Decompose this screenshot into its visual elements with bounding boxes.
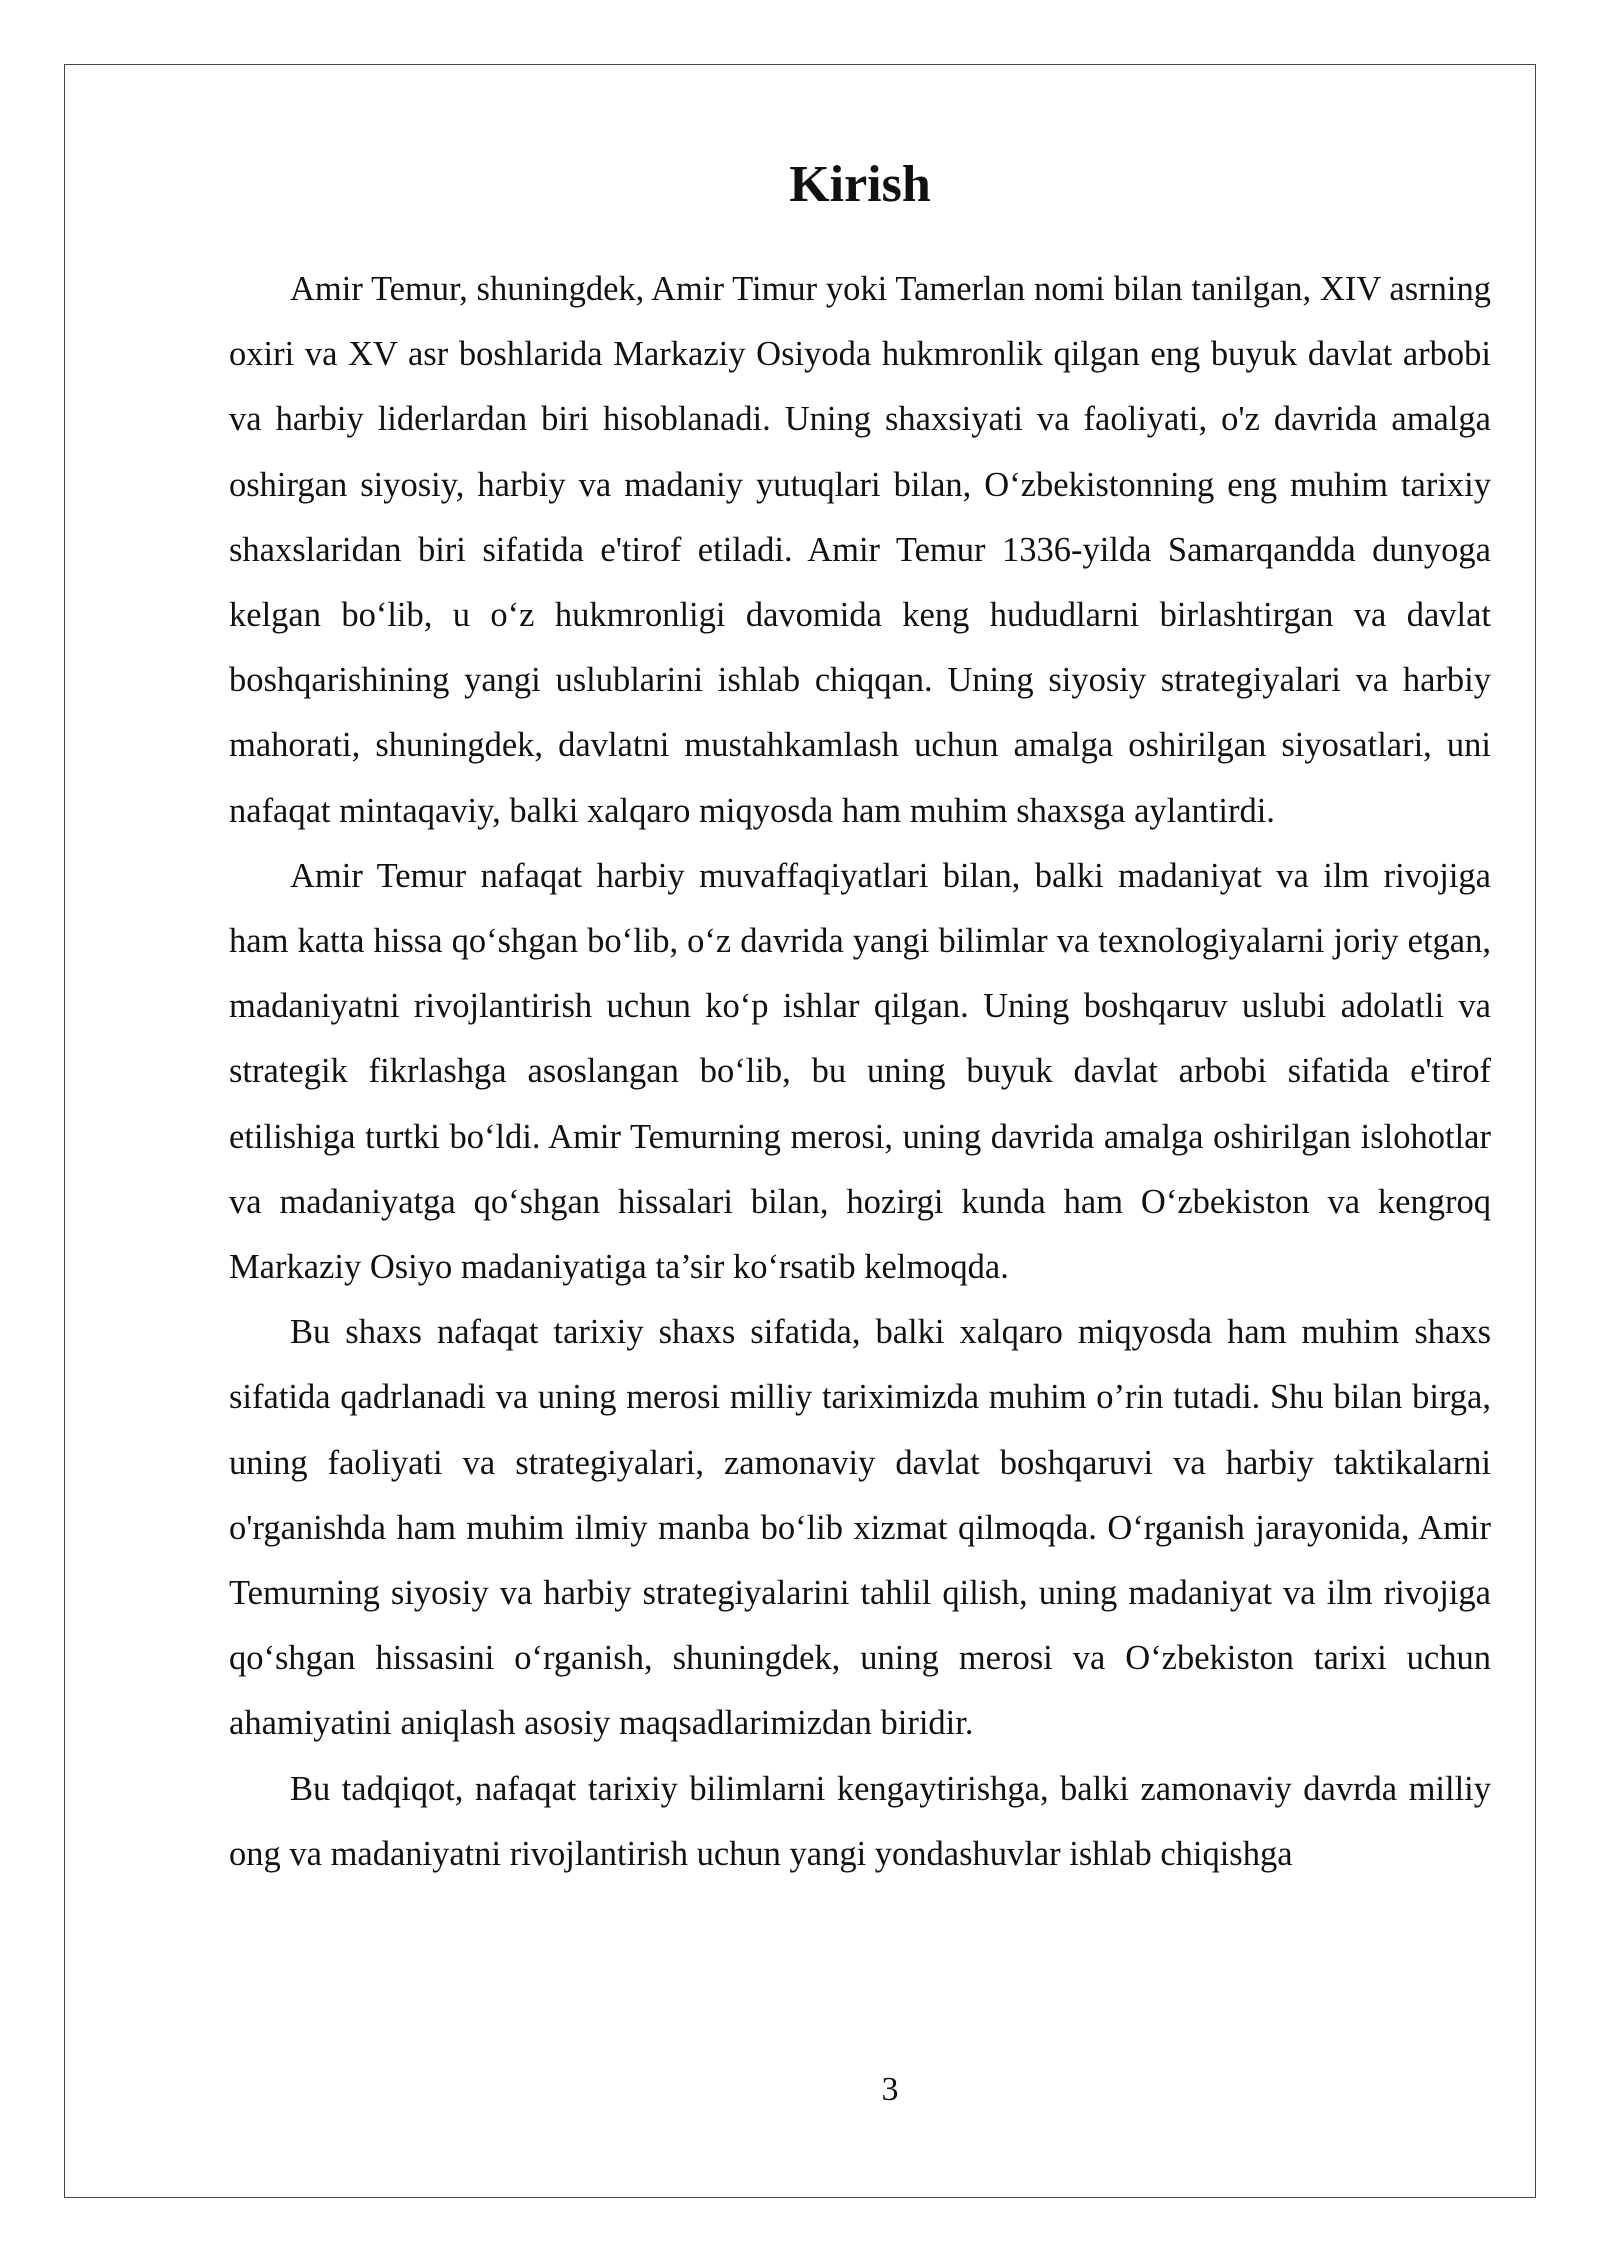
page-title: Kirish bbox=[789, 156, 931, 213]
paragraph-1: Amir Temur, shuningdek, Amir Timur yoki Tamerlan nomi bilan tanilgan, XIV asrning oxiri va XV asr boshlarida Markaziy Osiyoda hukmronlik qilgan eng buyuk davlat arbobi va harbiy liderlardan biri hisoblanadi. Uning shaxsiyati va faoliyati, o'z davrida amalga oshirgan siyosiy, harbiy va madaniy yutuqlari bilan, O‘zbekistonning eng muhim tarixiy shaxslaridan biri sifatida e'tirof etiladi. Amir Temur 1336-yilda Samarqandda dunyoga kelgan bo‘lib, u o‘z hukmronligi davomida keng hududlarni birlashtirgan va davlat boshqarishining yangi uslublarini ishlab chiqqan. Uning siyosiy strategiyalari va harbiy mahorati, shuningdek, davlatni mustahkamlash uchun amalga oshirilgan siyosatlari, uni nafaqat mintaqaviy, balki xalqaro miqyosda ham muhim shaxsga aylantirdi. bbox=[229, 270, 1491, 830]
document-body bbox=[229, 145, 1491, 1887]
paragraph-4: Bu tadqiqot, nafaqat tarixiy bilimlarni kengaytirishga, balki zamonaviy davrda milliy ong va madaniyatni rivojlantirish uchun yangi yondashuvlar ishlab chiqishga bbox=[229, 1769, 1491, 1873]
paragraph-3: Bu shaxs nafaqat tarixiy shaxs sifatida, balki xalqaro miqyosda ham muhim shaxs sifatida qadrlanadi va uning merosi milliy tariximizda muhim o’rin tutadi. Shu bilan birga, uning faoliyati va strategiyalari, zamonaviy davlat boshqaruvi va harbiy taktikalarni o'rganishda ham muhim ilmiy manba bo‘lib xizmat qilmoqda. O‘rganish jarayonida, Amir Temurning siyosiy va harbiy strategiyalarini tahlil qilish, uning madaniyat va ilm rivojiga qo‘shgan hissasini o‘rganish, shuningdek, uning merosi va O‘zbekiston tarixi uchun ahamiyatini aniqlash asosiy maqsadlarimizdan biridir. bbox=[229, 1313, 1491, 1743]
page-number: 3 bbox=[881, 2071, 899, 2108]
paragraph-2: Amir Temur nafaqat harbiy muvaffaqiyatlari bilan, balki madaniyat va ilm rivojiga ham katta hissa qo‘shgan bo‘lib, o‘z davrida yangi bilimlar va texnologiyalarni joriy etgan, madaniyatni rivojlantirish uchun ko‘p ishlar qilgan. Uning boshqaruv uslubi adolatli va strategik fikrlashga asoslangan bo‘lib, bu uning buyuk davlat arbobi sifatida e'tirof etilishiga turtki bo‘ldi. Amir Temurning merosi, uning davrida amalga oshirilgan islohotlar va madaniyatga qo‘shgan hissalari bilan, hozirgi kunda ham O‘zbekiston va kengroq Markaziy Osiyo madaniyatiga ta’sir ko‘rsatib kelmoqda. bbox=[229, 856, 1491, 1287]
page-number-footer bbox=[0, 2058, 1600, 2122]
